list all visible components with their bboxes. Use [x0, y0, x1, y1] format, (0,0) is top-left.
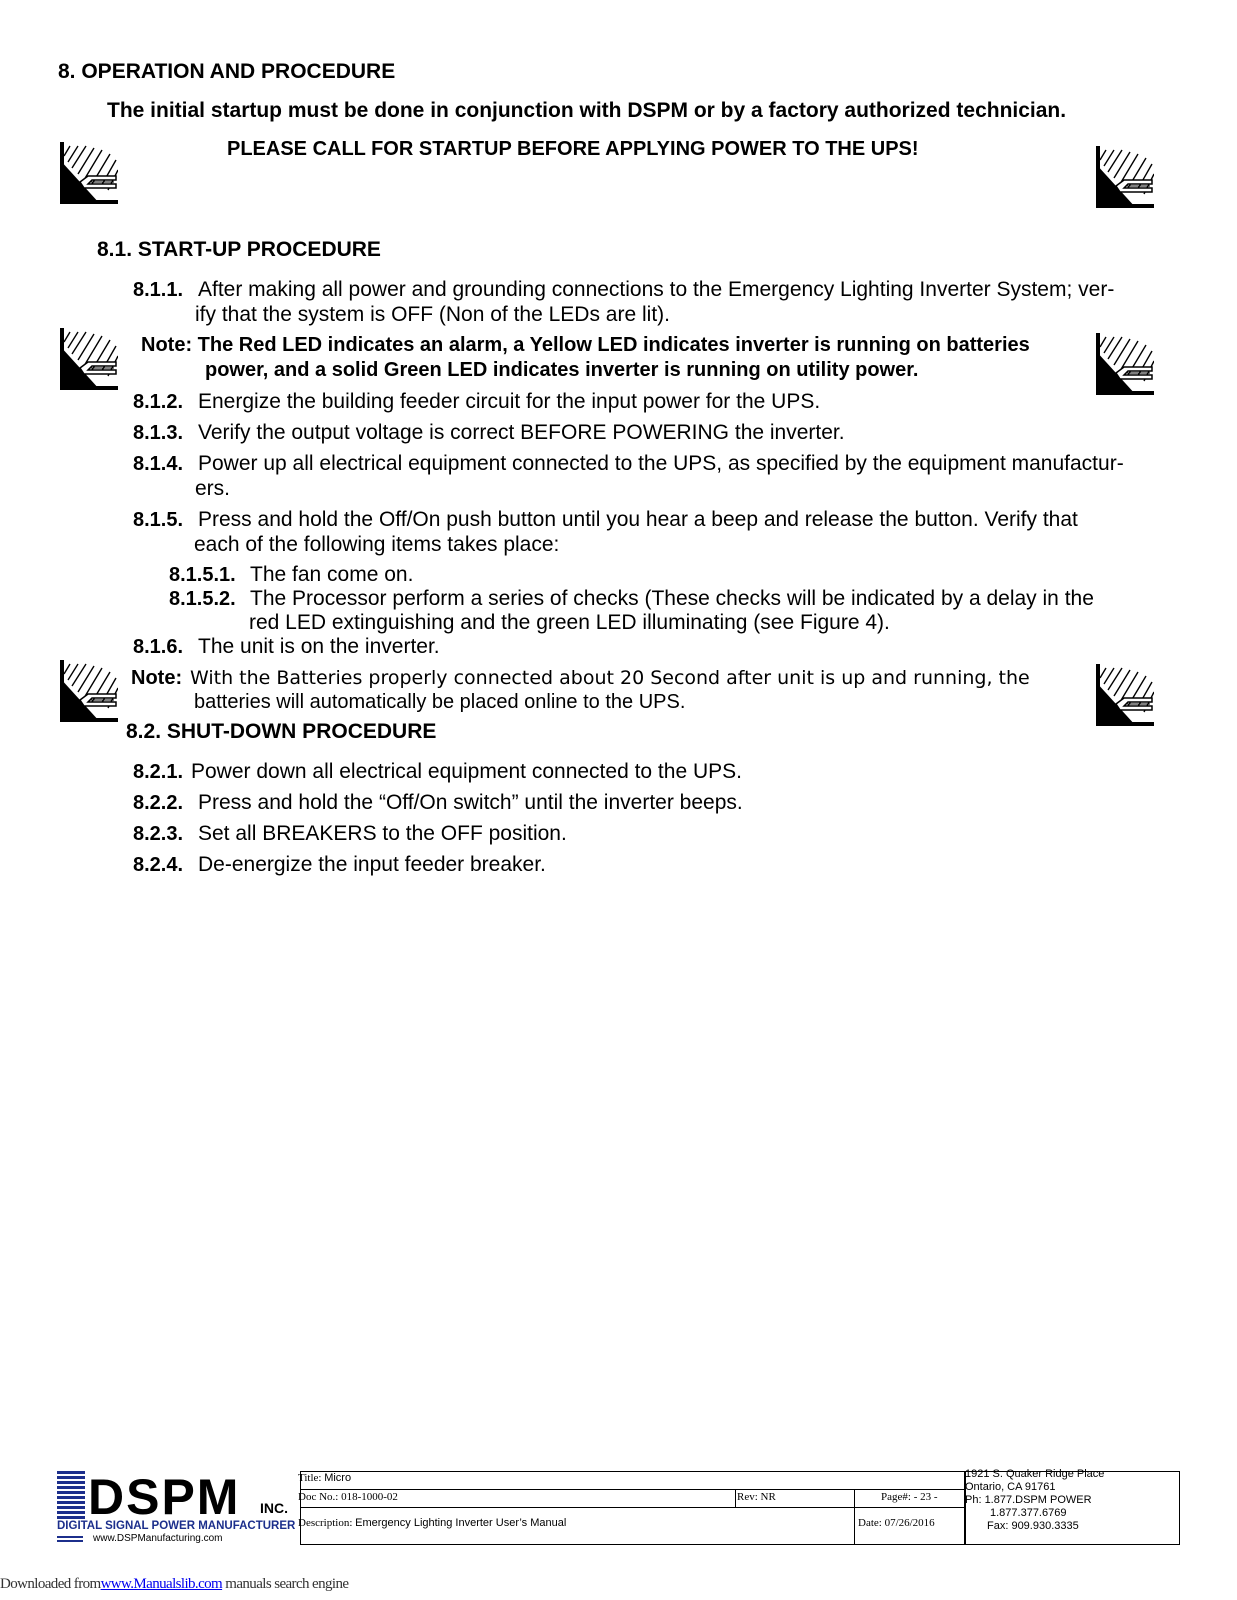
step-number: 8.1.5.	[133, 509, 184, 531]
footer-description: Description: Emergency Lighting Inverter User’s Manual	[298, 1517, 567, 1529]
logo-url: www.DSPManufacturing.com	[93, 1533, 223, 1544]
shutdown-heading: 8.2. SHUT-DOWN PROCEDURE	[126, 720, 437, 743]
step-text: Power up all electrical equipment connected to the UPS, as specified by the equipment manufactur-	[198, 452, 1124, 475]
led-note: power, and a solid Green LED indicates inverter is running on utility power.	[205, 359, 919, 381]
led-note: Note: The Red LED indicates an alarm, a Yellow LED indicates inverter is running on batteries	[141, 334, 1030, 356]
hand-pointing-warning-icon	[1096, 664, 1154, 726]
section-heading: 8. OPERATION AND PROCEDURE	[58, 60, 396, 83]
step-text: The unit is on the inverter.	[198, 635, 440, 658]
step-number: 8.1.2.	[133, 391, 184, 413]
hand-pointing-warning-icon	[1096, 146, 1154, 208]
startup-warning: PLEASE CALL FOR STARTUP BEFORE APPLYING POWER TO THE UPS!	[227, 138, 919, 160]
intro-text: The initial startup must be done in conjunction with DSPM or by a factory authorized technician.	[107, 99, 1067, 122]
battery-note: batteries will automatically be placed online to the UPS.	[194, 691, 686, 713]
footer-phone: Ph: 1.877.DSPM POWER	[965, 1494, 1092, 1506]
hand-pointing-warning-icon	[60, 660, 118, 722]
step-text: Power down all electrical equipment connected to the UPS.	[191, 760, 742, 783]
substep-number: 8.1.5.2.	[169, 588, 236, 610]
startup-heading: 8.1. START-UP PROCEDURE	[97, 238, 381, 261]
step-text: After making all power and grounding connections to the Emergency Lighting Inverter System; ver-	[198, 278, 1115, 301]
step-number: 8.2.1.	[133, 761, 184, 783]
footer-date: Date: 07/26/2016	[858, 1517, 935, 1529]
step-text: ers.	[195, 477, 231, 500]
note-label: Note:	[131, 667, 183, 689]
manualslib-link[interactable]: www.Manualslib.com	[100, 1576, 223, 1592]
logo-wordmark: DSPM	[88, 1469, 241, 1525]
step-text: Press and hold the Off/On push button until you hear a beep and release the button. Verify that	[198, 508, 1078, 531]
footer-address: Ontario, CA 91761	[965, 1481, 1056, 1493]
step-text: Verify the output voltage is correct BEFORE POWERING the inverter.	[198, 421, 845, 444]
step-number: 8.2.2.	[133, 792, 184, 814]
footer-title: Title: Micro	[298, 1472, 352, 1484]
step-number: 8.1.6.	[133, 636, 184, 658]
step-text: Energize the building feeder circuit for the input power for the UPS.	[198, 390, 821, 413]
hand-pointing-warning-icon	[1096, 333, 1154, 395]
step-text: Set all BREAKERS to the OFF position.	[198, 822, 567, 845]
step-text: each of the following items takes place:	[194, 533, 560, 556]
substep-text: red LED extinguishing and the green LED illuminating (see Figure 4).	[249, 611, 890, 634]
step-number: 8.2.4.	[133, 854, 184, 876]
footer-fax: Fax: 909.930.3335	[987, 1520, 1079, 1532]
footer-rev: Rev: NR	[737, 1491, 776, 1503]
footer-address: 1921 S. Quaker Ridge Place	[965, 1468, 1105, 1480]
substep-text: The fan come on.	[250, 563, 414, 586]
step-text: Press and hold the “Off/On switch” until the inverter beeps.	[198, 791, 743, 814]
logo-tagline: DIGITAL SIGNAL POWER MANUFACTURER	[57, 1520, 296, 1532]
substep-number: 8.1.5.1.	[169, 564, 236, 586]
logo-inc: INC.	[260, 1500, 288, 1516]
footer-doc-no: Doc No.: 018-1000-02	[298, 1491, 398, 1503]
footer-page: Page#: - 23 -	[881, 1491, 938, 1503]
step-text: De-energize the input feeder breaker.	[198, 853, 546, 876]
step-text: ify that the system is OFF (Non of the LEDs are lit).	[195, 303, 670, 326]
substep-text: The Processor perform a series of checks (These checks will be indicated by a delay in the	[250, 587, 1094, 610]
hand-pointing-warning-icon	[60, 328, 118, 390]
step-number: 8.2.3.	[133, 823, 184, 845]
battery-note: With the Batteries properly connected about 20 Second after unit is up and running, the	[190, 667, 1030, 689]
step-number: 8.1.4.	[133, 453, 184, 475]
step-number: 8.1.1.	[133, 279, 184, 301]
step-number: 8.1.3.	[133, 422, 184, 444]
footer-phone: 1.877.377.6769	[990, 1507, 1067, 1519]
hand-pointing-warning-icon	[60, 142, 118, 204]
download-credit: Downloaded fromwww.Manualslib.com manuals search engine	[0, 1576, 349, 1592]
